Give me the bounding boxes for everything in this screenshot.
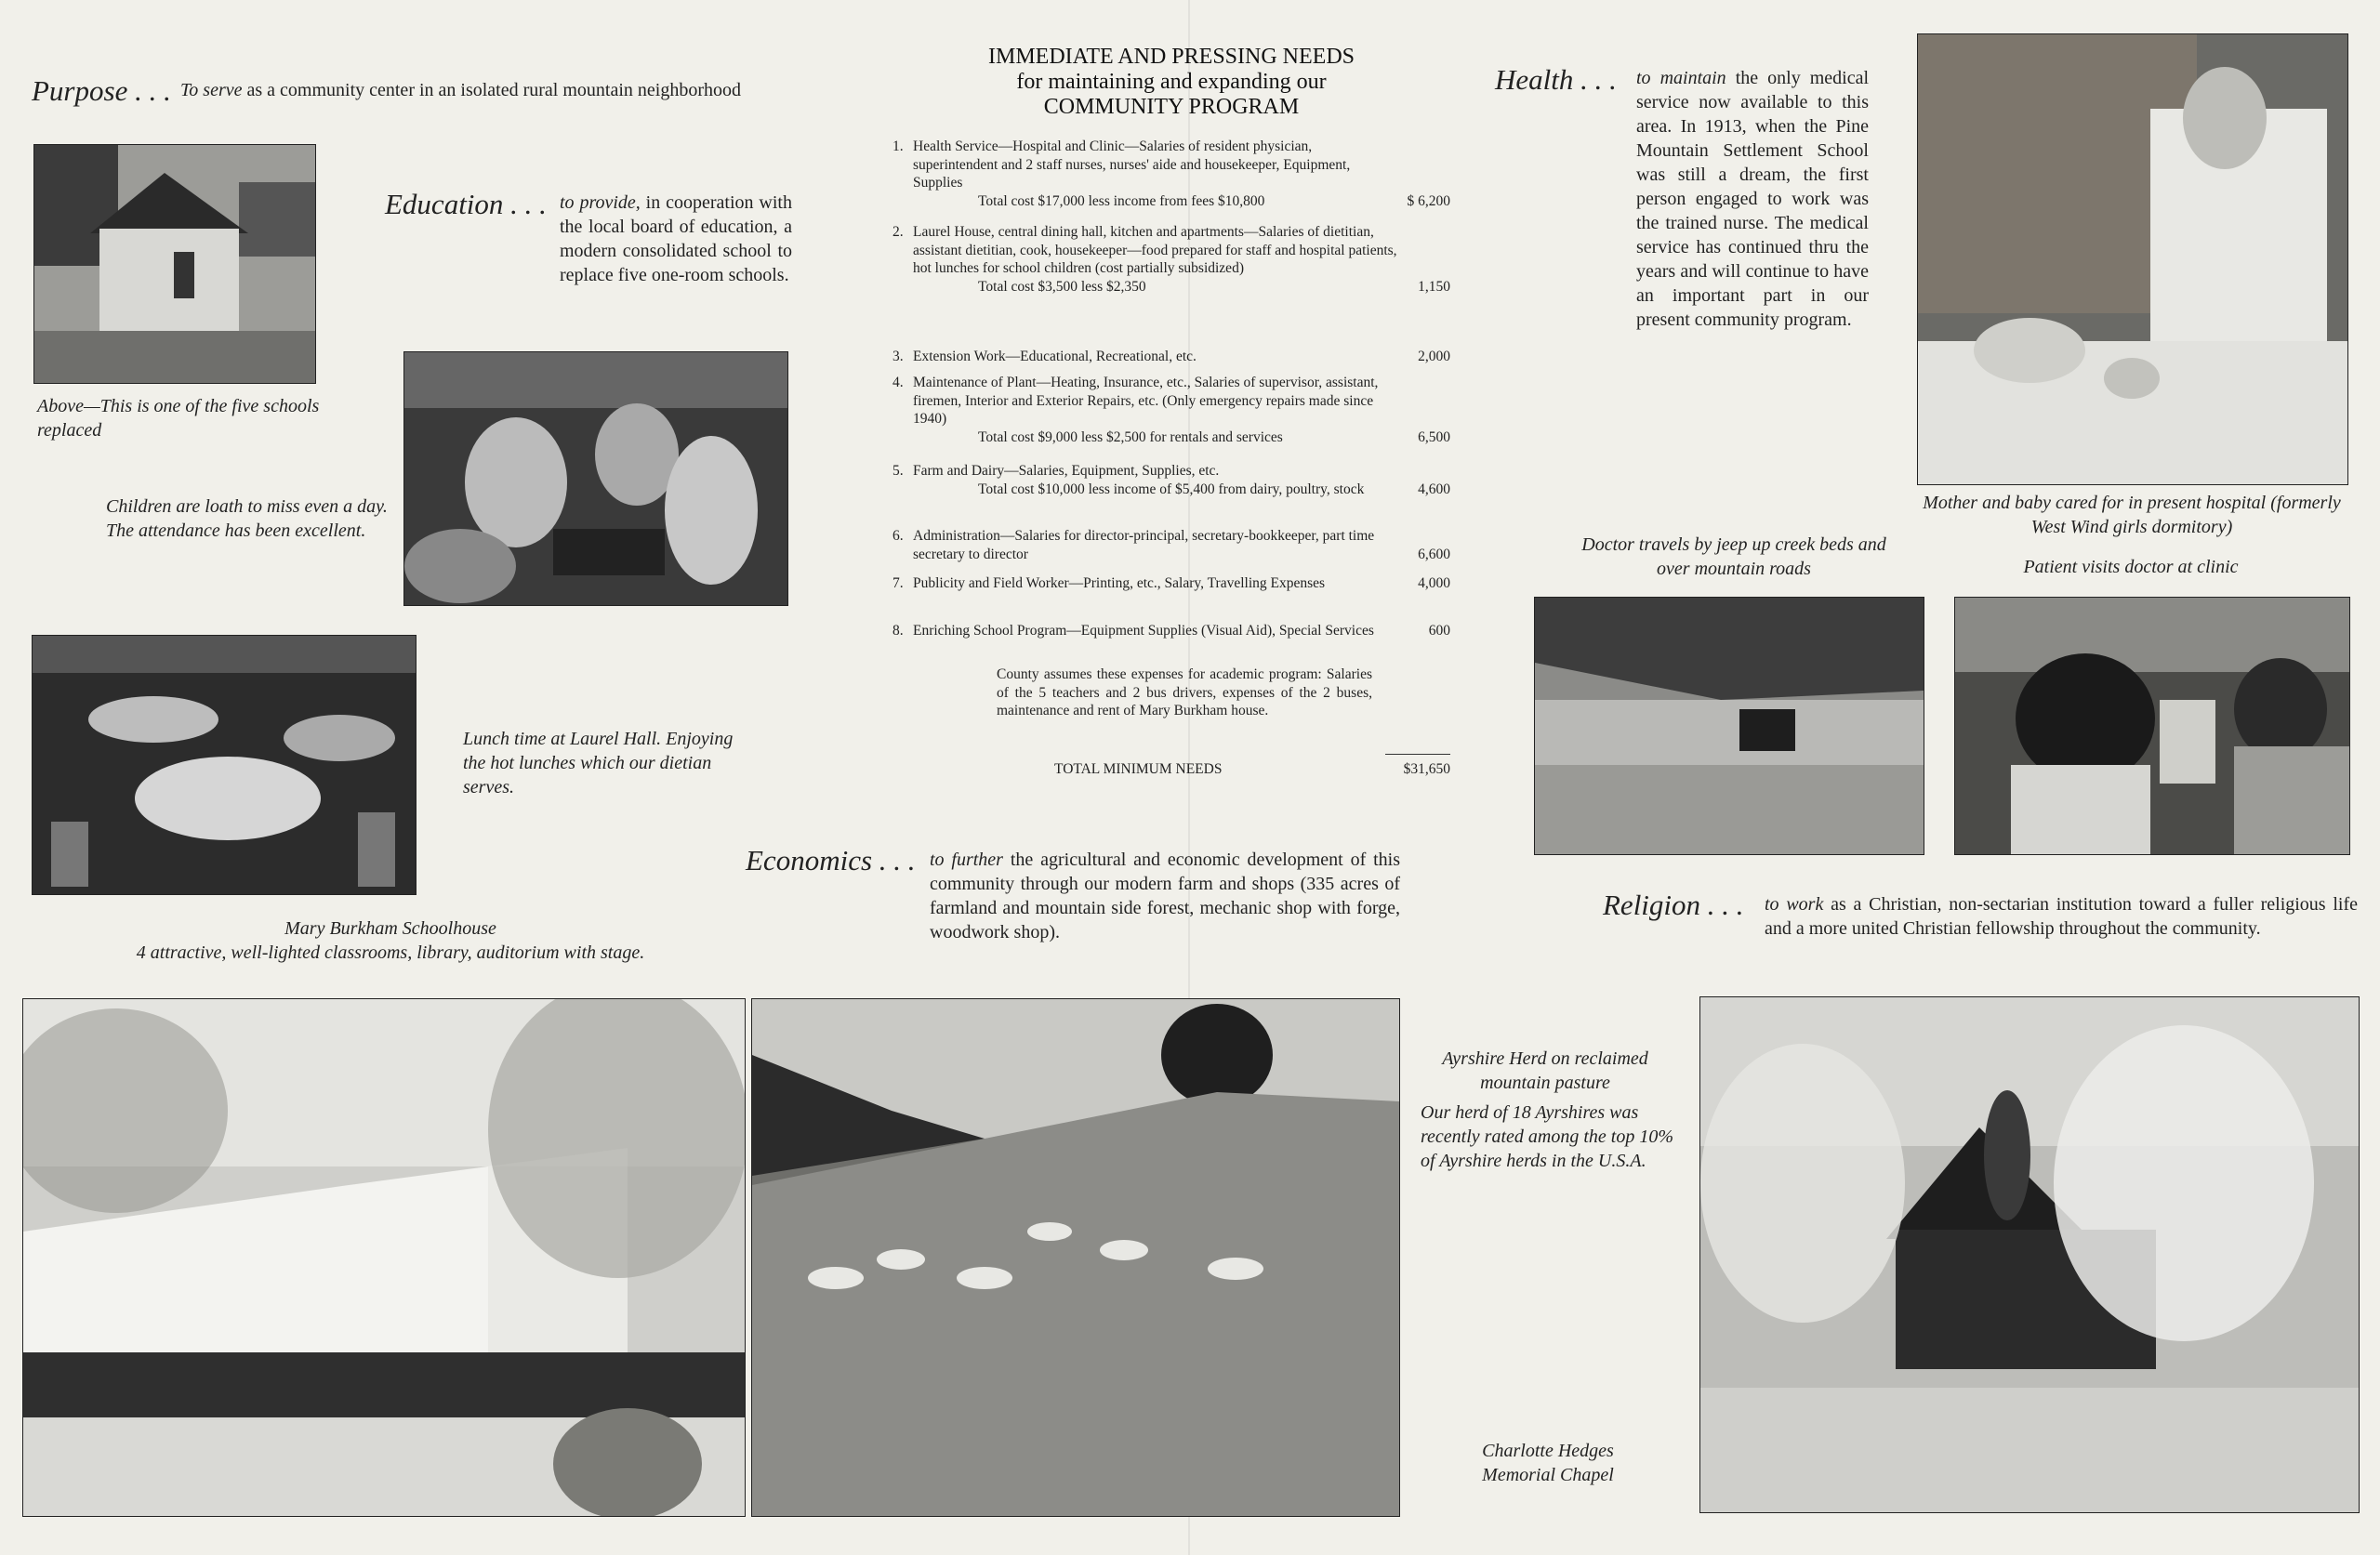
health-body: the only medical service now available to this area. In 1913, when the Pine Mountain Settlement School was still a dream, the first person engaged to work was the trained nurse. The medical service has continued thru the years and will continue to have an important part in our present community program. <box>1636 68 1870 330</box>
education-heading: Education . . . <box>385 188 547 220</box>
need-num: 3. <box>892 349 904 364</box>
education-body: in cooperation with the local board of education, a modern consolidated school to replace five one-room schools. <box>560 192 792 285</box>
herd-title-caption: Ayrshire Herd on reclaimed mountain pasture <box>1442 1048 1648 1093</box>
needs-title-line1: IMMEDIATE AND PRESSING NEEDS <box>987 45 1355 69</box>
need-text: Extension Work—Educational, Recreational, etc. <box>913 349 1197 364</box>
chapel-caption: Charlotte Hedges Memorial Chapel <box>1482 1441 1614 1485</box>
jeep-creek-photo <box>1534 597 1924 855</box>
need-item-5 <box>892 462 1450 498</box>
economics-body: the agricultural and economic development of this community through our modern farm and shops (335 acres of farmland and mountain side forest, mechanic shop with forge, woodwork shop). <box>930 850 1400 942</box>
needs-title <box>892 45 1450 120</box>
need-num: 2. <box>892 224 904 240</box>
need-text: Maintenance of Plant—Heating, Insurance, etc., Salaries of supervisor, assistant, firemen, Interior and Exterior Repairs, etc. (Only emergency repairs made since 1940) <box>913 375 1379 427</box>
lunch-hall-photo <box>32 635 416 895</box>
need-text: Farm and Dairy—Salaries, Equipment, Supplies, etc. <box>913 463 1220 479</box>
one-room-school-photo <box>33 144 316 384</box>
needs-title-line3: COMMUNITY PROGRAM <box>1043 95 1300 119</box>
religion-text <box>1765 892 2358 941</box>
total-label: TOTAL MINIMUM NEEDS <box>1054 761 1223 777</box>
county-note <box>997 665 1372 720</box>
education-text <box>560 191 792 287</box>
need-item-3 <box>892 348 1450 366</box>
mother-baby-photo <box>1917 33 2348 485</box>
purpose-body: as a community center in an isolated rural mountain neighborhood <box>242 80 742 100</box>
burkham-desc-caption: 4 attractive, well-lighted classrooms, library, auditorium with stage. <box>136 942 645 963</box>
mother-caption: Mother and baby cared for in present hospital (formerly West Wind girls dormitory) <box>1923 493 2341 537</box>
need-item-7 <box>892 574 1450 593</box>
burkham-title-caption: Mary Burkham Schoolhouse <box>284 918 496 939</box>
need-item-2 <box>892 223 1450 296</box>
need-sub: Total cost $17,000 less income from fees $10,800 <box>978 192 1265 209</box>
needs-title-line2: for maintaining and expanding our <box>1016 70 1327 94</box>
need-text: Publicity and Field Worker—Printing, etc., Salary, Travelling Expenses <box>913 575 1326 591</box>
need-item-6 <box>892 527 1450 563</box>
need-sub: Total cost $10,000 less income of $5,400 from dairy, poultry, stock <box>978 481 1365 497</box>
need-text: Health Service—Hospital and Clinic—Salaries of resident physician, superintendent and 2 staff nurses, nurses' aide and housekeeper, Equipment, Supplies <box>913 138 1351 191</box>
need-sub: Total cost $3,500 less $2,350 <box>978 278 1146 295</box>
clinic-photo <box>1954 597 2350 855</box>
lunch-caption: Lunch time at Laurel Hall. Enjoying the hot lunches which our dietian serves. <box>463 729 734 797</box>
need-item-1 <box>892 138 1450 210</box>
need-amount: 4,600 <box>1418 481 1450 497</box>
classroom-children-photo <box>403 351 788 606</box>
need-num: 4. <box>892 375 904 390</box>
education-lead: to provide, <box>560 192 641 213</box>
need-amount: 6,500 <box>1418 428 1450 445</box>
ayrshire-herd-photo <box>751 998 1400 1517</box>
memorial-chapel-photo <box>1699 996 2360 1513</box>
children-caption: Children are loath to miss even a day. The attendance has been excellent. <box>106 496 388 541</box>
clinic-caption: Patient visits doctor at clinic <box>2023 557 2239 577</box>
economics-text <box>930 848 1400 944</box>
county-note-text: County assumes these expenses for academic program: Salaries of the 5 teachers and 2 bus drivers, expenses of the 2 buses, maintenance and rent of Mary Burkham house. <box>997 666 1372 718</box>
need-amount: 600 <box>1428 623 1450 639</box>
need-item-4 <box>892 374 1450 446</box>
need-sub: Total cost $9,000 less $2,500 for rentals and services <box>978 428 1283 445</box>
need-amount: 6,600 <box>1418 546 1450 562</box>
total-line <box>892 760 1450 779</box>
schoolhouse-caption: Above—This is one of the five schools replaced <box>37 396 320 441</box>
economics-lead: to further <box>930 850 1003 870</box>
religion-lead: to work <box>1765 894 1824 915</box>
religion-body: as a Christian, non-sectarian institution toward a fuller religious life and a more united Christian fellowship throughout the community. <box>1765 894 2358 939</box>
purpose-lead: To serve <box>180 80 243 100</box>
economics-heading: Economics . . . <box>746 844 916 876</box>
health-text <box>1636 66 1869 332</box>
herd-desc-caption: Our herd of 18 Ayrshires was recently rated among the top 10% of Ayrshire herds in the U.S.A. <box>1421 1102 1673 1171</box>
need-amount: 4,000 <box>1418 575 1450 591</box>
need-amount: 1,150 <box>1418 278 1450 295</box>
need-item-8 <box>892 622 1450 640</box>
need-num: 1. <box>892 138 904 154</box>
total-rule <box>1385 754 1450 755</box>
burkham-schoolhouse-photo <box>22 998 746 1517</box>
purpose-text <box>180 78 792 102</box>
total-amount: $31,650 <box>1403 761 1450 777</box>
need-num: 7. <box>892 575 904 591</box>
health-heading: Health . . . <box>1495 63 1617 96</box>
need-text: Administration—Salaries for director-principal, secretary-bookkeeper, part time secretary to director <box>913 528 1375 562</box>
health-lead: to maintain <box>1636 68 1726 88</box>
need-text: Enriching School Program—Equipment Supplies (Visual Aid), Special Services <box>913 623 1374 639</box>
religion-heading: Religion . . . <box>1603 889 1744 921</box>
need-num: 8. <box>892 623 904 639</box>
need-amount: 2,000 <box>1418 349 1450 364</box>
need-amount: $ 6,200 <box>1407 192 1450 209</box>
jeep-caption: Doctor travels by jeep up creek beds and over mountain roads <box>1581 534 1886 579</box>
need-num: 5. <box>892 463 904 479</box>
need-text: Laurel House, central dining hall, kitchen and apartments—Salaries of dietitian, assistant dietitian, cook, housekeeper—food prepared for staff and hospital patients, hot lunches for school children (cost partially subsidized) <box>913 224 1397 276</box>
need-num: 6. <box>892 528 904 544</box>
purpose-heading: Purpose . . . <box>32 74 171 107</box>
